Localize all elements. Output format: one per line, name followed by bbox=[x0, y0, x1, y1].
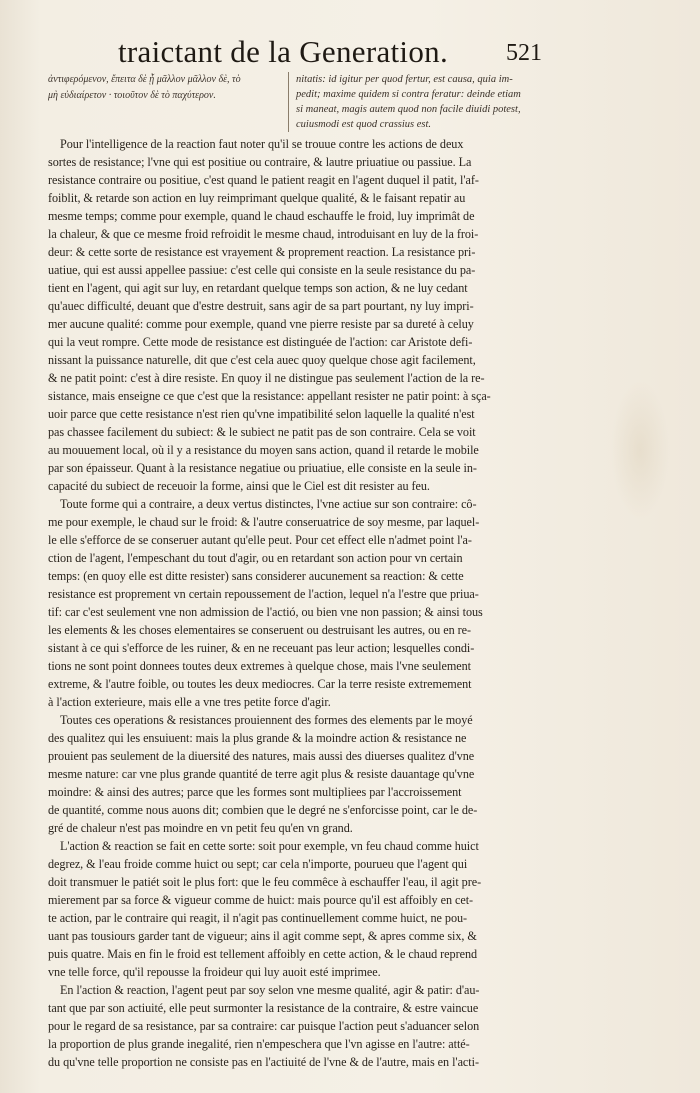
text-line: sortes de resistance; l'vne qui est positiue ou contraire, & lautre priuatiue ou passiue. La bbox=[48, 155, 472, 169]
text-line: sistance, mais enseigne ce que c'est que la resistance: appellant resister ne patir point: à sça- bbox=[48, 389, 491, 403]
text-line: de quantité, comme nous auons dit; combien que le degré ne s'enforcisse point, car le de- bbox=[48, 803, 478, 817]
latin-line: cuiusmodi est quod crassius est. bbox=[296, 119, 432, 130]
body-text bbox=[48, 135, 648, 1071]
text-line: la chaleur, & que ce mesme froid refroidit le mesme chaud, introduisant en luy de la froi- bbox=[48, 227, 479, 241]
text-line: foiblit, & retarde son action en luy reimprimant quelque qualité, & le faisant repatir au bbox=[48, 191, 466, 205]
page-header bbox=[0, 30, 700, 74]
text-line: des qualitez qui les ensuiuent: mais la plus grande & la moindre action & resistance ne bbox=[48, 731, 467, 745]
text-line: En l'action & reaction, l'agent peut par soy selon vne mesme qualité, agir & patir: d'au- bbox=[60, 983, 480, 997]
text-line: te action, par le contraire qui reagit, il n'agit pas continuellement comme huict, ne pou- bbox=[48, 911, 468, 925]
text-line: temps: (en quoy elle est ditte resister) sans considerer aucunement sa reaction: & cette bbox=[48, 569, 464, 583]
text-line: le elle s'efforce de se conseruer autant qu'elle peut. Pour cet effect elle n'admet point l'a- bbox=[48, 533, 472, 547]
latin-translation bbox=[288, 72, 652, 132]
text-line: moindre: & ainsi des autres; parce que les formes sont multipliees par l'accroissement bbox=[48, 785, 462, 799]
text-line: qui la veut rompre. Cette mode de resistance est distinguée de l'action: car Aristote defi- bbox=[48, 335, 473, 349]
text-line: uatiue, qui est aussi appellee passiue: c'est celle qui consiste en la seule resistance du pa- bbox=[48, 263, 476, 277]
text-line: Toutes ces operations & resistances prouiennent des formes des elements par le moyé bbox=[60, 713, 473, 727]
text-line: L'action & reaction se fait en cette sorte: soit pour exemple, vn feu chaud comme huict bbox=[60, 839, 479, 853]
text-line: sistant à ce qui s'efforce de les ruiner, & en ne receuant pas leur action; lesquelles condi- bbox=[48, 641, 475, 655]
text-line: pour le regard de sa resistance, par sa contraire: car puisque l'action peut s'aduancer selon bbox=[48, 1019, 480, 1033]
running-head: traictant de la Generation. bbox=[118, 34, 448, 69]
text-line: capacité du subiect de receuoir la forme, ainsi que le Ciel est dit resister au feu. bbox=[48, 479, 430, 493]
page-number: 521 bbox=[506, 40, 542, 66]
greek-line: μὴ εὐδιαίρετον · τοιοῦτον δὲ τὸ παχύτερον. bbox=[48, 90, 216, 101]
text-line: qu'auec difficulté, deuant que d'estre destruit, sans agir de sa part pourtant, ny luy impri- bbox=[48, 299, 474, 313]
text-line: tions ne sont point donnees toutes deux extremes à quelque chose, mais l'vne seulement bbox=[48, 659, 472, 673]
greek-quotation bbox=[48, 72, 273, 104]
text-line: les elements & les choses elementaires se conseruent ou destruisant les autres, ou en re- bbox=[48, 623, 471, 637]
text-line: la proportion de plus grande inegalité, rien n'empeschera que l'vn agisse en l'autre: atté- bbox=[48, 1037, 470, 1051]
text-line: mierement par sa force & vigueur comme de huict: mais pource qu'il est affoibly en cet- bbox=[48, 893, 474, 907]
text-line: me pour exemple, le chaud sur le froid: & l'autre conseruatrice de soy mesme, par laquel- bbox=[48, 515, 480, 529]
text-line: uant pas tousiours garder tant de vigueur; ains il agit comme sept, & apres comme six, & bbox=[48, 929, 477, 943]
text-line: Toute forme qui a contraire, a deux vertus distinctes, l'vne actiue sur son contraire: cô- bbox=[60, 497, 477, 511]
text-line: resistance contraire ou positiue, c'est quand le patient reagit en l'agent duquel il patit, l'af- bbox=[48, 173, 479, 187]
text-line: gré de chaleur n'est pas moindre en vn petit feu qu'en vn grand. bbox=[48, 821, 353, 835]
text-line: tant que par son actiuité, elle peut surmonter la resistance de la contraire, & estre vaincue bbox=[48, 1001, 479, 1015]
text-line: tient en l'agent, qui agit sur luy, en retardant quelque temps son action, & ne luy cedant bbox=[48, 281, 468, 295]
latin-line: nitatis: id igitur per quod fertur, est causa, quia im- bbox=[296, 74, 513, 85]
text-line: resistance est proprement vn certain repoussement de l'action, lequel n'a l'estre que priua- bbox=[48, 587, 479, 601]
latin-line: si maneat, magis autem quod non facile diuidi potest, bbox=[296, 104, 521, 115]
text-line: au mouuement local, où il y a resistance du moyen sans action, quand il retarde le mobile bbox=[48, 443, 479, 457]
text-line: à l'action exterieure, mais elle a vne tres petite force d'agir. bbox=[48, 695, 331, 709]
text-line: par son épaisseur. Quant à la resistance negatiue ou priuatiue, elle consiste en la seule in- bbox=[48, 461, 477, 475]
text-line: deur: & cette sorte de resistance est vrayement & proprement reaction. La resistance pri- bbox=[48, 245, 476, 259]
text-line: vne telle force, qu'il repousse la froideur qui luy auoit esté imprimee. bbox=[48, 965, 381, 979]
latin-line: pedit; maxime quidem si contra feratur: deinde etiam bbox=[296, 89, 521, 100]
text-line: uoir parce que cette resistance n'est rien qu'vne impatibilité selon laquelle la qualité n'est bbox=[48, 407, 475, 421]
text-line: nissant la puissance naturelle, dit que c'est cela auec quoy quelque chose agit facilement, bbox=[48, 353, 476, 367]
text-line: mesme temps; comme pour exemple, quand le chaud eschauffe le froid, luy imprimât de bbox=[48, 209, 475, 223]
text-line: prouient pas seulement de la diuersité des natures, mais aussi des diuerses qualitez d'vne bbox=[48, 749, 475, 763]
marginal-notes bbox=[48, 72, 648, 132]
text-line: mesme nature: car vne plus grande quantité de terre agit plus & resiste dauantage qu'vne bbox=[48, 767, 475, 781]
text-line: ction de l'agent, l'empeschant du tout d'agir, ou en retardant son action pour vn certain bbox=[48, 551, 463, 565]
text-line: mer aucune qualité: comme pour exemple, quand vne pierre resiste par sa dureté à celuy bbox=[48, 317, 474, 331]
text-line: extreme, & l'autre foible, ou toutes les deux mediocres. Car la terre resiste extremement bbox=[48, 677, 472, 691]
text-line: pas chassee facilement du subiect: & le subiect ne patit pas de son contraire. Cela se voit bbox=[48, 425, 476, 439]
text-line: puis quatre. Mais en fin le froid est tellement affoibly en cette action, & le chaud reprend bbox=[48, 947, 478, 961]
text-line: & ne patit point: c'est à dire resiste. En quoy il ne distingue pas seulement l'action de la re- bbox=[48, 371, 485, 385]
text-line: tif: car c'est seulement vne non admission de l'actió, ou bien vne non passion; & ainsi tous bbox=[48, 605, 483, 619]
text-line: degrez, & l'eau froide comme huict ou sept; car cela n'importe, pourueu que l'agent qui bbox=[48, 857, 468, 871]
text-line: du qu'vne telle proportion ne consiste pas en l'actiuité de l'vne & de l'autre, mais en l'acti- bbox=[48, 1055, 479, 1069]
text-line: doit transmuer le patiét soit le plus fort: que le feu commêce à eschauffer l'eau, il agit pre- bbox=[48, 875, 482, 889]
text-line: Pour l'intelligence de la reaction faut noter qu'il se trouue contre les actions de deux bbox=[60, 137, 464, 151]
greek-line: ἀντιφερόμενον, ἔπειτα δὲ ᾗ μᾶλλον μᾶλλον δὲ, τὸ bbox=[48, 74, 241, 85]
